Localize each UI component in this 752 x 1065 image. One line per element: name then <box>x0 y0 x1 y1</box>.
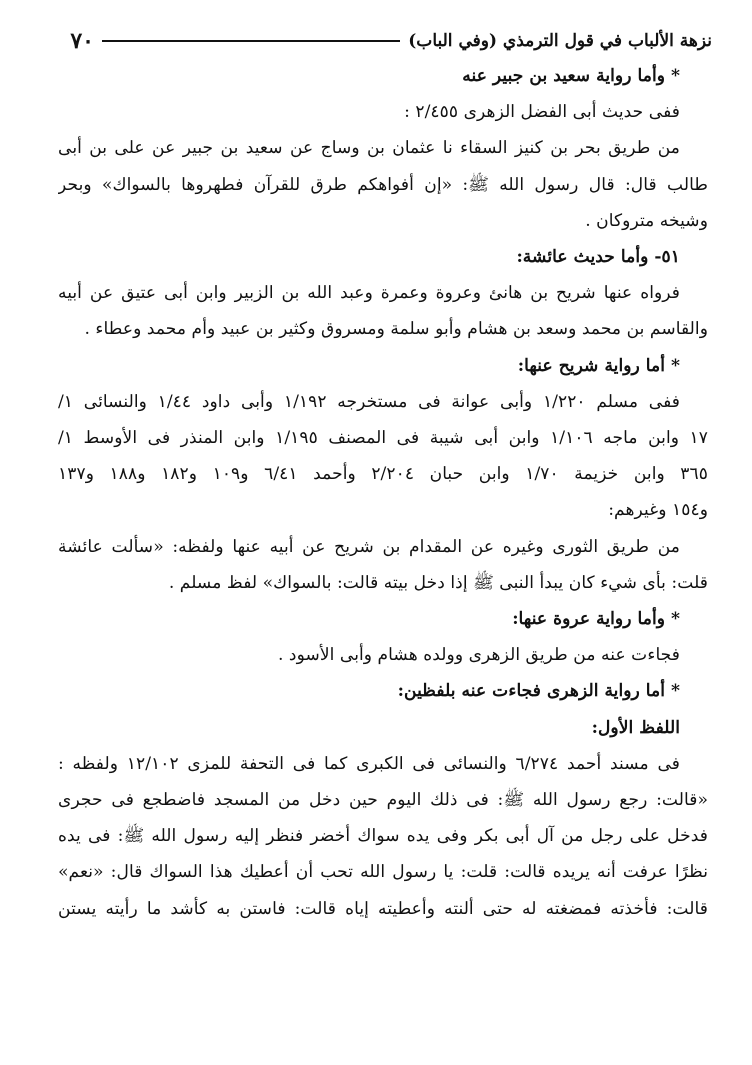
text-line: من طريق الثورى وغيره عن المقدام بن شريح عن أبيه عنها ولفظه: «سألت عائشة <box>58 536 680 557</box>
text-line: و١٥٤ وغيرهم: <box>608 500 708 521</box>
text-line: «قالت: رجع رسول الله ﷺ: فى ذلك اليوم حين دخل من المسجد فاضطجع فى حجرى <box>58 790 708 811</box>
text-line: فجاءت عنه من طريق الزهرى وولده هشام وأبى الأسود . <box>277 645 680 666</box>
text-line: فى مسند أحمد ٦/٢٧٤ والنسائى فى الكبرى كما فى التحفة للمزى ١٢/١٠٢ ولفظه : <box>58 753 680 774</box>
section-heading-line: * وأما رواية عروة عنها: <box>512 609 680 630</box>
text-line: وشيخه متروكان . <box>585 210 708 231</box>
text-line: قالت: فأخذته فمضغته له حتى ألنته وأعطيته إياه قالت: فاستن به كأشد ما رأيته يستن <box>58 898 708 919</box>
text-line: ٣٦٥ وابن خزيمة ١/٧٠ وابن حبان ٢/٢٠٤ وأحمد ٦/٤١ و١٠٩ و١٨٢ و١٨٨ و١٣٧ <box>58 464 708 485</box>
header-rule <box>102 40 400 42</box>
text-line: والقاسم بن محمد وسعد بن هشام وأبو سلمة ومسروق وكثير بن عبيد وأم محمد وعطاء . <box>84 319 708 340</box>
text-line: فدخل على رجل من آل أبى بكر وفى يده سواك أخضر فنظر إليه رسول الله ﷺ: فى يده <box>58 826 708 847</box>
section-heading-line: * أما رواية شريح عنها: <box>517 355 680 376</box>
section-heading-line: * أما رواية الزهرى فجاءت عنه بلفظين: <box>397 681 680 702</box>
text-line: من طريق بحر بن كنيز السقاء نا عثمان بن وساج عن سعيد بن جبير عن على بن أبى <box>58 138 680 159</box>
page-header <box>52 26 712 56</box>
text-line: ففى حديث أبى الفضل الزهرى ٢/٤٥٥ : <box>404 102 680 123</box>
text-line: نظرًا عرفت أنه يريده قالت: قلت: يا رسول الله تحب أن أعطيك هذا السواك قال: «نعم» <box>58 862 708 883</box>
text-line: ففى مسلم ١/٢٢٠ وأبى عوانة فى مستخرجه ١/١٩٢ وأبى داود ١/٤٤ والنسائى ١/ <box>58 391 680 412</box>
page-number: ٧٠ <box>70 28 94 54</box>
running-title: نزهة الألباب في قول الترمذي (وفي الباب) <box>408 31 712 51</box>
section-heading-line: ٥١- وأما حديث عائشة: <box>516 247 680 268</box>
page-body <box>58 58 708 927</box>
text-line: فرواه عنها شريح بن هانئ وعروة وعمرة وعبد الله بن الزبير وابن أبى عتيق عن أبيه <box>58 283 680 304</box>
section-heading-line: * وأما رواية سعيد بن جبير عنه <box>462 66 680 86</box>
text-line: طالب قال: قال رسول الله ﷺ: «إن أفواهكم طرق للقرآن فطهروها بالسواك» وبحر <box>58 174 708 195</box>
section-heading-line: اللفظ الأول: <box>591 717 680 738</box>
text-line: قلت: بأى شيء كان يبدأ النبى ﷺ إذا دخل بيته قالت: بالسواك» لفظ مسلم . <box>168 572 708 593</box>
text-line: ١٧ وابن ماجه ١/١٠٦ وابن أبى شيبة فى المصنف ١/١٩٥ وابن المنذر فى الأوسط ١/ <box>58 428 708 449</box>
